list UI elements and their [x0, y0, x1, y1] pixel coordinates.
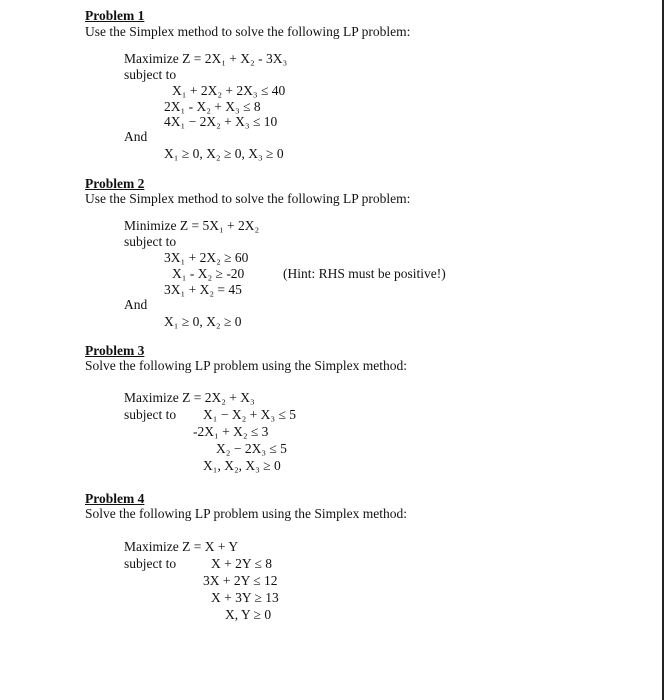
problem-4-instruction: Solve the following LP problem using the Simplex method: [85, 506, 407, 521]
problem-1-constraint-3: 4X₁ − 2X₂ + X₃ ≤ 10 [164, 114, 278, 129]
problem-4-title: Problem 4 [85, 491, 145, 506]
problem-3-constraint-1: X₁ − X₂ + X₃ ≤ 5 [203, 407, 297, 422]
problem-1-constraint-1: X₁ + 2X₂ + 2X₃ ≤ 40 [172, 83, 286, 98]
problem-3-instruction: Solve the following LP problem using the Simplex method: [85, 358, 407, 373]
problem-3-nonnegativity: X₁, X₂, X₃ ≥ 0 [203, 458, 281, 473]
problem-1-objective: Maximize Z = 2X₁ + X₂ - 3X₃ [124, 51, 288, 66]
problem-3-objective: Maximize Z = 2X₂ + X₃ [124, 390, 255, 405]
problem-4-subject-to: subject to [124, 556, 177, 571]
problem-2-constraint-1: 3X₁ + 2X₂ ≥ 60 [164, 250, 249, 265]
problem-1-subject-to: subject to [124, 67, 177, 82]
problem-2-constraint-3: 3X₁ + X₂ = 45 [164, 282, 242, 297]
problem-4-constraint-3: X + 3Y ≥ 13 [211, 590, 279, 605]
problem-1-nonnegativity: X₁ ≥ 0, X₂ ≥ 0, X₃ ≥ 0 [164, 146, 284, 161]
problem-3-constraint-2: -2X₁ + X₂ ≤ 3 [193, 424, 269, 439]
problem-2-constraint-2: X₁ - X₂ ≥ -20 [172, 266, 245, 281]
problem-4-nonnegativity: X, Y ≥ 0 [225, 607, 272, 622]
problem-4-constraint-1: X + 2Y ≤ 8 [211, 556, 273, 571]
problem-3-constraint-3: X₂ − 2X₃ ≤ 5 [216, 441, 287, 456]
problem-1-title: Problem 1 [85, 8, 145, 23]
problem-3-title: Problem 3 [85, 343, 145, 358]
problem-2-subject-to: subject to [124, 234, 177, 249]
problem-2-and-label: And [124, 297, 148, 312]
problem-2-nonnegativity: X₁ ≥ 0, X₂ ≥ 0 [164, 314, 242, 329]
problem-2-instruction: Use the Simplex method to solve the following LP problem: [85, 191, 411, 206]
problem-3-subject-to: subject to [124, 407, 177, 422]
problem-1-instruction: Use the Simplex method to solve the following LP problem: [85, 24, 411, 39]
problem-2-title: Problem 2 [85, 176, 145, 191]
problem-1-and-label: And [124, 129, 148, 144]
problem-2-hint: (Hint: RHS must be positive!) [283, 266, 446, 281]
problem-4-constraint-2: 3X + 2Y ≤ 12 [203, 573, 278, 588]
problem-4-objective: Maximize Z = X + Y [124, 539, 239, 554]
problem-1-constraint-2: 2X₁ - X₂ + X₃ ≤ 8 [164, 99, 261, 114]
problem-2-objective: Minimize Z = 5X₁ + 2X₂ [124, 218, 260, 233]
